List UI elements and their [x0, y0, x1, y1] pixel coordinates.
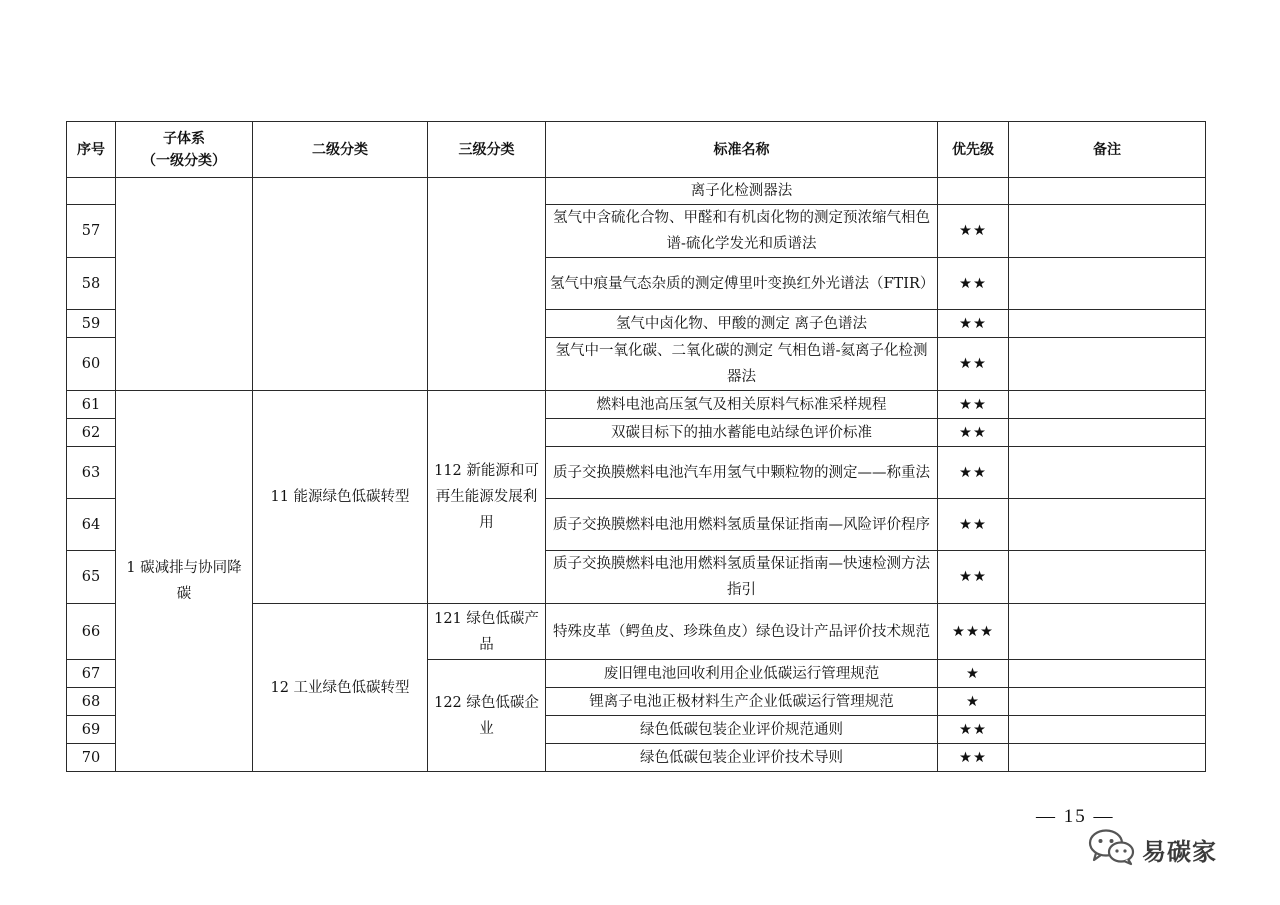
remark-cell [1009, 310, 1206, 338]
table-row [67, 391, 1206, 419]
name-text: 质子交换膜燃料电池用燃料氢质量保证指南—风险评价程序 [553, 516, 930, 533]
seq-cell: 57 [67, 205, 116, 258]
name-cell: 燃料电池高压氢气及相关原料气标准采样规程 [546, 391, 938, 419]
seq-cell: 58 [67, 258, 116, 310]
sub-system-label: 1 碳减排与协同降碳 [126, 560, 242, 602]
level2-cell: 12 工业绿色低碳转型 [253, 604, 428, 772]
remark-cell [1009, 447, 1206, 499]
sub-system-cell [116, 391, 253, 772]
seq-cell: 68 [67, 688, 116, 716]
seq-cell: 69 [67, 716, 116, 744]
header-seq: 序号 [67, 122, 116, 178]
name-cell: 氢气中卤化物、甲酸的测定 离子色谱法 [546, 310, 938, 338]
header-name: 标准名称 [546, 122, 938, 178]
seq-cell [67, 178, 116, 205]
name-text: 氢气中痕量气态杂质的测定傅里叶变换红外光谱法（FTIR） [550, 275, 935, 292]
header-level2: 二级分类 [253, 122, 428, 178]
remark-cell [1009, 258, 1206, 310]
header-remark: 备注 [1009, 122, 1206, 178]
remark-cell [1009, 551, 1206, 604]
level3-label: 112 新能源和可再生能源发展利用 [434, 463, 539, 531]
standards-table [66, 121, 1206, 772]
table-row [67, 178, 1206, 205]
level3-label: 122 绿色低碳企业 [434, 694, 539, 737]
seq-cell: 63 [67, 447, 116, 499]
name-cell [546, 338, 938, 391]
level3-cell [428, 660, 546, 772]
seq-cell: 60 [67, 338, 116, 391]
seq-cell: 65 [67, 551, 116, 604]
remark-cell [1009, 604, 1206, 660]
priority-cell: ★ [938, 688, 1009, 716]
header-priority: 优先级 [938, 122, 1009, 178]
seq-cell: 66 [67, 604, 116, 660]
priority-cell: ★★ [938, 551, 1009, 604]
priority-cell: ★ [938, 660, 1009, 688]
header-sub-system-label: 子体系 （一级分类） [142, 130, 226, 169]
name-cell: 离子化检测器法 [546, 178, 938, 205]
remark-cell [1009, 338, 1206, 391]
name-cell [546, 447, 938, 499]
level2-cell: 11 能源绿色低碳转型 [253, 391, 428, 604]
remark-cell [1009, 178, 1206, 205]
header-level3: 三级分类 [428, 122, 546, 178]
seq-cell: 64 [67, 499, 116, 551]
remark-cell [1009, 744, 1206, 772]
priority-cell: ★★ [938, 338, 1009, 391]
priority-cell [938, 178, 1009, 205]
remark-cell [1009, 499, 1206, 551]
name-cell [546, 551, 938, 604]
remark-cell [1009, 716, 1206, 744]
priority-cell: ★★ [938, 499, 1009, 551]
remark-cell [1009, 660, 1206, 688]
remark-cell [1009, 391, 1206, 419]
priority-cell: ★★ [938, 744, 1009, 772]
level2-cell-empty [253, 178, 428, 391]
remark-cell [1009, 688, 1206, 716]
seq-cell: 62 [67, 419, 116, 447]
priority-cell: ★★ [938, 310, 1009, 338]
page-number: — 15 — [1036, 806, 1115, 827]
name-text: 质子交换膜燃料电池用燃料氢质量保证指南—快速检测方法指引 [553, 556, 930, 598]
level3-label: 121 绿色低碳产品 [434, 610, 539, 653]
priority-cell: ★★ [938, 716, 1009, 744]
header-sub-system [116, 122, 253, 178]
priority-cell: ★★ [938, 447, 1009, 499]
seq-cell: 67 [67, 660, 116, 688]
seq-cell: 61 [67, 391, 116, 419]
name-cell [546, 604, 938, 660]
name-cell: 双碳目标下的抽水蓄能电站绿色评价标准 [546, 419, 938, 447]
priority-cell: ★★ [938, 391, 1009, 419]
priority-cell: ★★ [938, 205, 1009, 258]
name-cell: 绿色低碳包装企业评价技术导则 [546, 744, 938, 772]
remark-cell [1009, 205, 1206, 258]
level3-cell-empty [428, 178, 546, 391]
name-cell [546, 258, 938, 310]
name-cell: 绿色低碳包装企业评价规范通则 [546, 716, 938, 744]
remark-cell [1009, 419, 1206, 447]
level3-cell [428, 391, 546, 604]
name-text: 氢气中一氧化碳、二氧化碳的测定 气相色谱-氦离子化检测器法 [555, 343, 928, 385]
priority-cell: ★★ [938, 419, 1009, 447]
name-text: 特殊皮革（鳄鱼皮、珍珠鱼皮）绿色设计产品评价技术规范 [553, 623, 930, 640]
name-cell [546, 499, 938, 551]
seq-cell: 70 [67, 744, 116, 772]
name-cell: 废旧锂电池回收利用企业低碳运行管理规范 [546, 660, 938, 688]
name-cell: 锂离子电池正极材料生产企业低碳运行管理规范 [546, 688, 938, 716]
priority-cell: ★★★ [938, 604, 1009, 660]
priority-cell: ★★ [938, 258, 1009, 310]
watermark [1088, 828, 1217, 870]
level3-cell [428, 604, 546, 660]
name-text: 氢气中含硫化合物、甲醛和有机卤化物的测定预浓缩气相色谱-硫化学发光和质谱法 [553, 210, 930, 252]
name-cell [546, 205, 938, 258]
seq-cell: 59 [67, 310, 116, 338]
sub-system-cell-empty [116, 178, 253, 391]
wechat-icon [1088, 828, 1136, 870]
watermark-text: 易碳家 [1142, 837, 1217, 866]
name-text: 质子交换膜燃料电池汽车用氢气中颗粒物的测定——称重法 [553, 464, 930, 481]
